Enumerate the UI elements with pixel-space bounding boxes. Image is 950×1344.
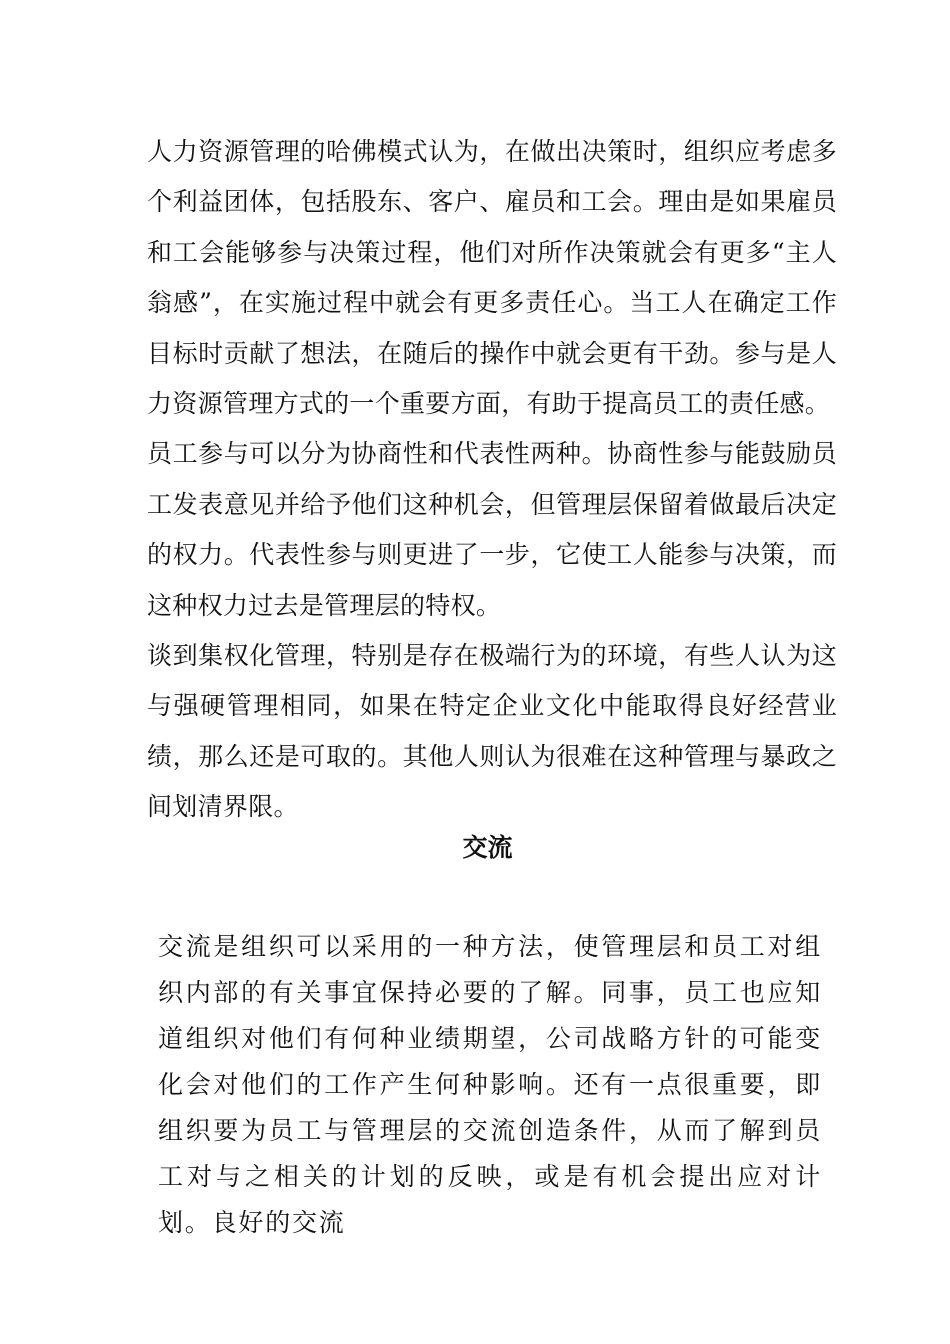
body-text-block	[147, 127, 837, 833]
section-heading: 交流	[462, 833, 513, 862]
paragraph-communication: 交流是组织可以采用的一种方法，使管理层和员工对组织内部的有关事宜保持必要的了解。同事，员工也应知道组织对他们有何种业绩期望，公司战略方针的可能变化会对他们的工作产生何种影响。还有一点很重要，即组织要为员工与管理层的交流创造条件，从而了解到员工对与之相关的计划的反映，或是有机会提出应对计划。良好的交流	[158, 932, 822, 1237]
paragraph-employee-participation: 员工参与可以分为协商性和代表性两种。协商性参与能鼓励员工发表意见并给予他们这种机会，但管理层保留着做最后决定的权力。代表性参与则更进了一步，它使工人能参与决策，而这种权力过去是管理层的特权。	[147, 439, 837, 620]
paragraph-centralized-management: 谈到集权化管理，特别是存在极端行为的环境，有些人认为这与强硬管理相同，如果在特定企业文化中能取得良好经营业绩，那么还是可取的。其他人则认为很难在这种管理与暴政之间划清界限。	[147, 641, 837, 822]
paragraph-harvard-model: 人力资源管理的哈佛模式认为，在做出决策时，组织应考虑多个利益团体，包括股东、客户、雇员和工会。理由是如果雇员和工会能够参与决策过程，他们对所作决策就会有更多“主人翁感”，在实施过程中就会有更多责任心。当工人在确定工作目标时贡献了想法，在随后的操作中就会更有干劲。参与是人力资源管理方式的一个重要方面，有助于提高员工的责任感。	[147, 137, 837, 419]
